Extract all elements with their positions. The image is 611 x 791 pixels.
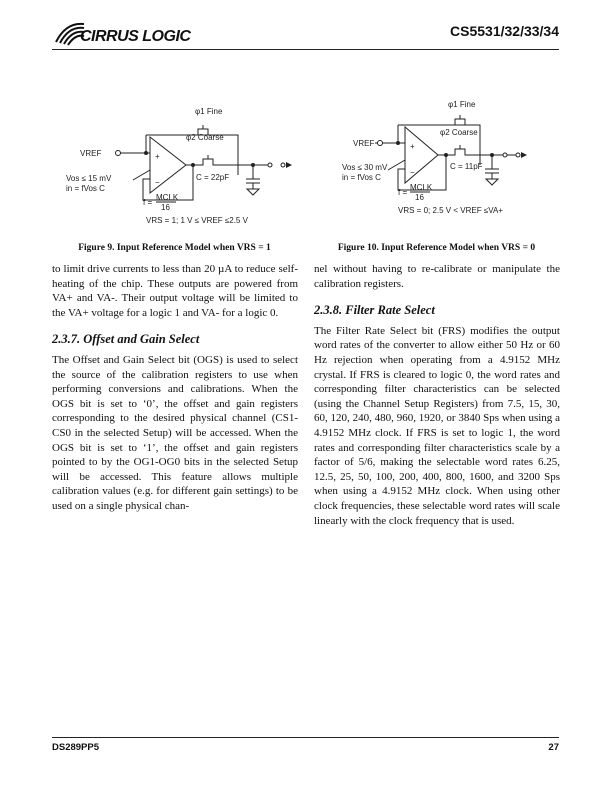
capacitance-label: C = 11pF bbox=[450, 162, 483, 171]
figure-9-diagram bbox=[58, 95, 303, 240]
f-label: f = bbox=[143, 198, 153, 207]
document-id: DS289PP5 bbox=[52, 742, 100, 753]
figure-10-caption: Figure 10. Input Reference Model when VRS = 0 bbox=[337, 243, 536, 253]
vref-label: VREF bbox=[353, 139, 375, 148]
vrs-label: VRS = 1; 1 V ≤ VREF ≤2.5 V bbox=[146, 216, 248, 225]
right-column bbox=[314, 262, 560, 528]
vos-label: Vos ≤ 30 mV bbox=[342, 163, 388, 172]
divisor-label: 16 bbox=[415, 193, 424, 202]
svg-text:−: − bbox=[410, 168, 415, 177]
paragraph: to limit drive currents to less than 20 µA to reduce self-heating of the chip. These outputs are powered from VA+ and VA-. Their output voltage will be limited to the VA+ voltage for a logic 1 and VA- for a logic 0. bbox=[52, 263, 298, 319]
svg-text:−: − bbox=[155, 178, 160, 187]
paragraph: The Offset and Gain Select bit (OGS) is used to select the source of the calibration registers to use when performing conversions and calibrations. When the OGS bit is set to ‘0’, the offset and gain registers corresponding to the desired physical channel (CS1-CS0 in the selected Setup) will be accessed. When the OGS bit is set to ‘1’, the offset and gain registers pointed to by the OG1-OG0 bits in the selected Setup will be accessed. This feature allows multiple calibration values (e.g. for different gain settings) to be used on a single physical chan- bbox=[52, 353, 298, 512]
phi2-label: φ2 Coarse bbox=[186, 133, 224, 142]
f-label: f = bbox=[398, 188, 408, 197]
figure-10-diagram bbox=[320, 95, 565, 240]
logo-text: CIRRUS LOGIC bbox=[80, 28, 191, 45]
paragraph: nel without having to re-calibrate or manipulate the calibration registers. bbox=[314, 263, 560, 290]
section-heading-offset-gain-select: 2.3.7. Offset and Gain Select bbox=[52, 332, 200, 347]
cirrus-logic-logo bbox=[52, 18, 222, 48]
divisor-label: 16 bbox=[161, 203, 170, 212]
mclk-label: MCLK bbox=[156, 193, 179, 202]
page-number: 27 bbox=[548, 742, 559, 753]
in-label: in = fVos C bbox=[342, 173, 381, 182]
svg-text:+: + bbox=[155, 152, 160, 161]
document-title: CS5531/32/33/34 bbox=[450, 23, 559, 39]
mclk-label: MCLK bbox=[410, 183, 433, 192]
vos-label: Vos ≤ 15 mV bbox=[66, 174, 112, 183]
section-heading-filter-rate-select: 2.3.8. Filter Rate Select bbox=[314, 303, 435, 318]
phi2-label: φ2 Coarse bbox=[440, 128, 478, 137]
phi1-label: φ1 Fine bbox=[448, 100, 476, 109]
vref-label: VREF bbox=[80, 149, 102, 158]
svg-text:+: + bbox=[410, 142, 415, 151]
figure-9-caption: Figure 9. Input Reference Model when VRS = 1 bbox=[78, 243, 271, 253]
in-label: in = fVos C bbox=[66, 184, 105, 193]
vrs-label: VRS = 0; 2.5 V < VREF ≤VA+ bbox=[398, 206, 503, 215]
header-divider bbox=[52, 49, 559, 50]
capacitance-label: C = 22pF bbox=[196, 173, 230, 182]
footer-divider bbox=[52, 737, 559, 738]
paragraph: The Filter Rate Select bit (FRS) modifies the output word rates of the converter to allow either 50 Hz or 60 Hz rejection when operating from a 4.9152 MHz crystal. If FRS is cleared to logic 0, the word rates and corresponding filter characteristics can be selected (using the Channel Setup Registers) from 7.5, 15, 30, 60, 120, 240, 480, 960, 1920, or 3840 Sps when using a 4.9152 MHz clock. If FRS is set to logic 1, the word rates and corresponding filter characteristics scale by a factor of 5/6, making the selectable word rates 6.25, 12.5, 25, 50, 100, 200, 400, 800, 1600, and 3200 Sps when using a 4.9152 MHz clock. When using other clock frequencies, these selectable word rates will scale linearly with the clock frequency that is used. bbox=[314, 324, 560, 527]
phi1-label: φ1 Fine bbox=[195, 107, 223, 116]
left-column bbox=[52, 262, 298, 514]
